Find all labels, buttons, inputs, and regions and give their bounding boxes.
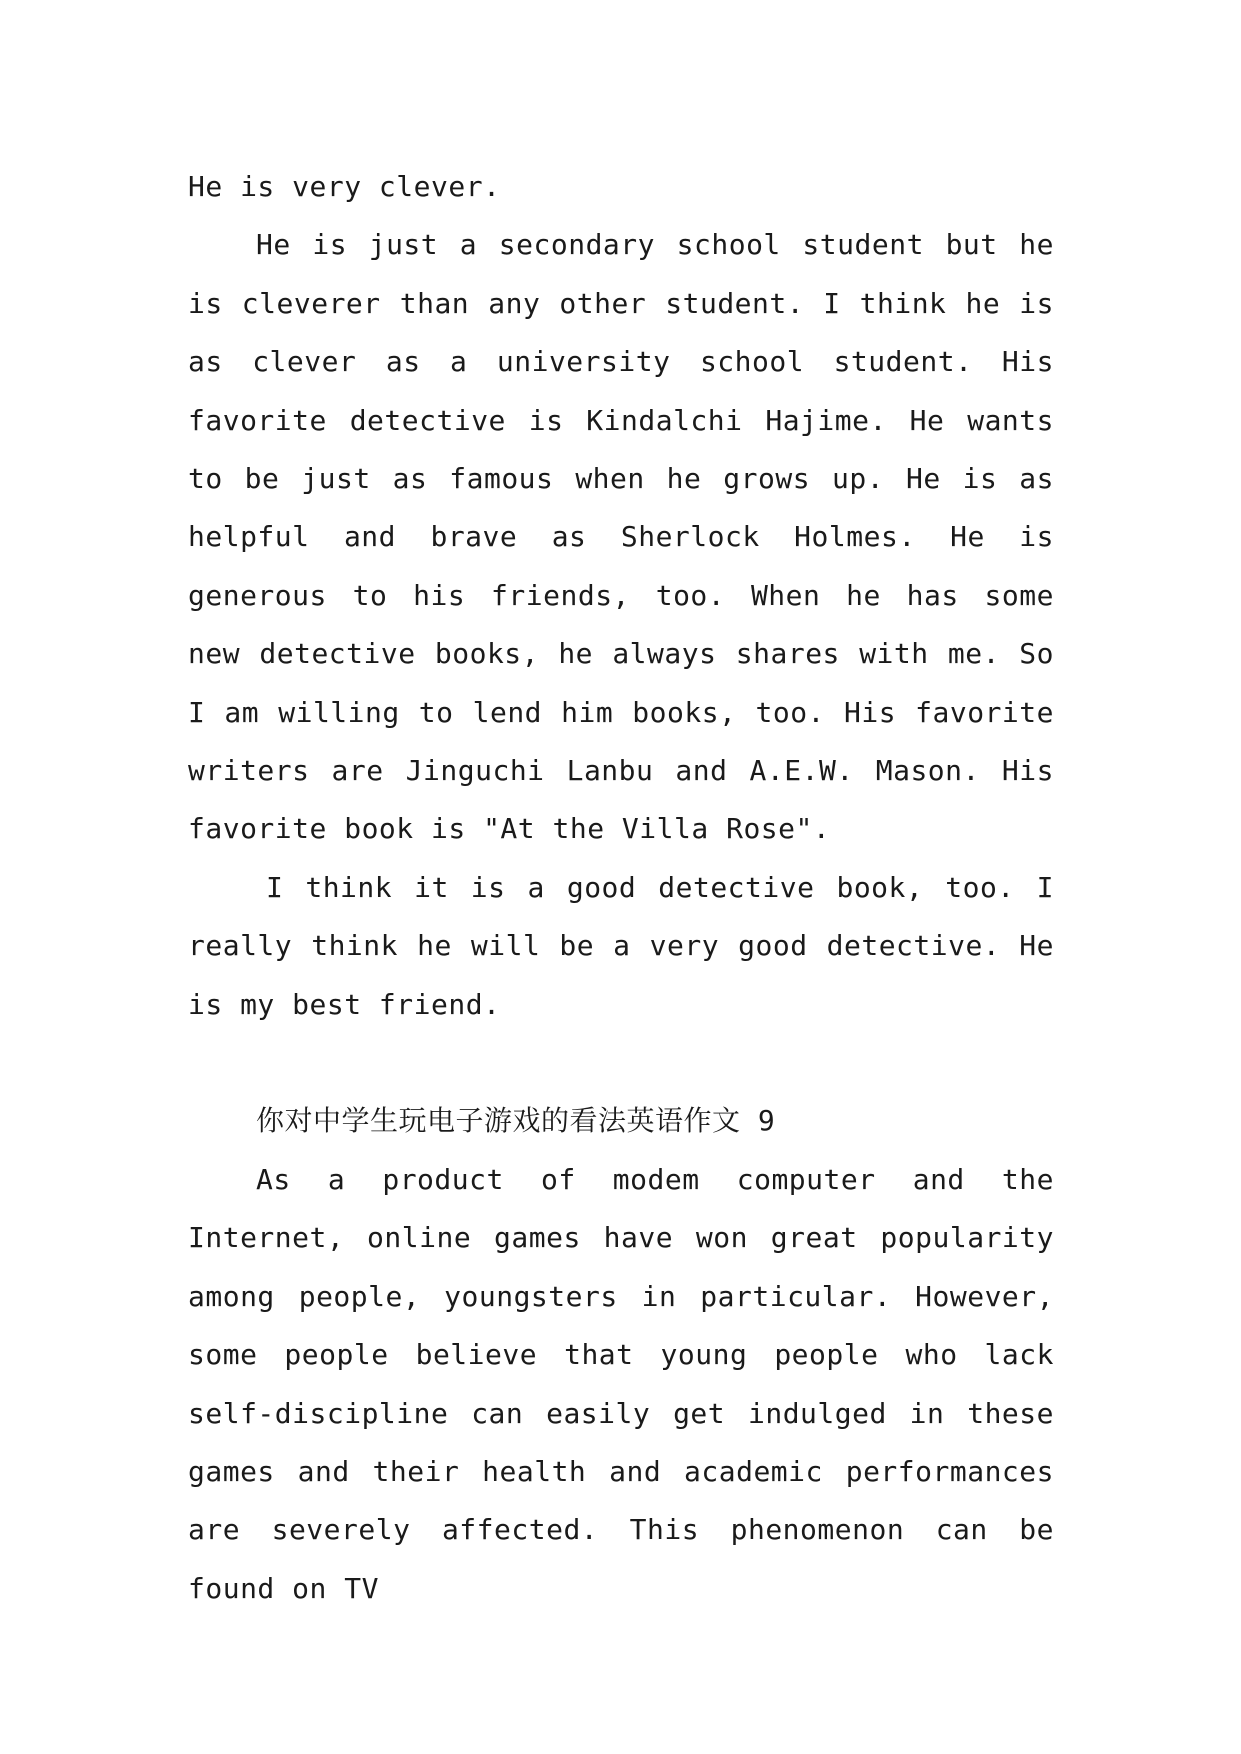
section-heading: 你对中学生玩电子游戏的看法英语作文 9 (256, 1104, 776, 1138)
paragraph-2: He is just a secondary school student but he is cleverer than any other student. I think he is as clever as a university school student. His favorite detective is Kindalchi Hajime. He wants to be just as famous when he grows up. He is as helpful and brave as Sherlock Holmes. He is generous to his friends, too. When he has some new detective books, he always shares with me. So I am willing to lend him books, too. His favorite writers are Jinguchi Lanbu and A.E.W. Mason. His favorite book is "At the Villa Rose". (188, 228, 1054, 846)
paragraph-gap (188, 1034, 1054, 1092)
document-body (188, 158, 1054, 1618)
paragraph-1: He is very clever. (188, 170, 501, 203)
paragraph-4: As a product of modem computer and the Internet, online games have won great popularity among people, youngsters in particular. However, some people believe that young people who lack self-discipline can easily get indulged in these games and their health and academic performances are severely affected. This phenomenon can be found on TV (188, 1162, 1054, 1605)
paragraph-3: I think it is a good detective book, too. I really think he will be a very good detective. He is my best friend. (188, 870, 1054, 1021)
